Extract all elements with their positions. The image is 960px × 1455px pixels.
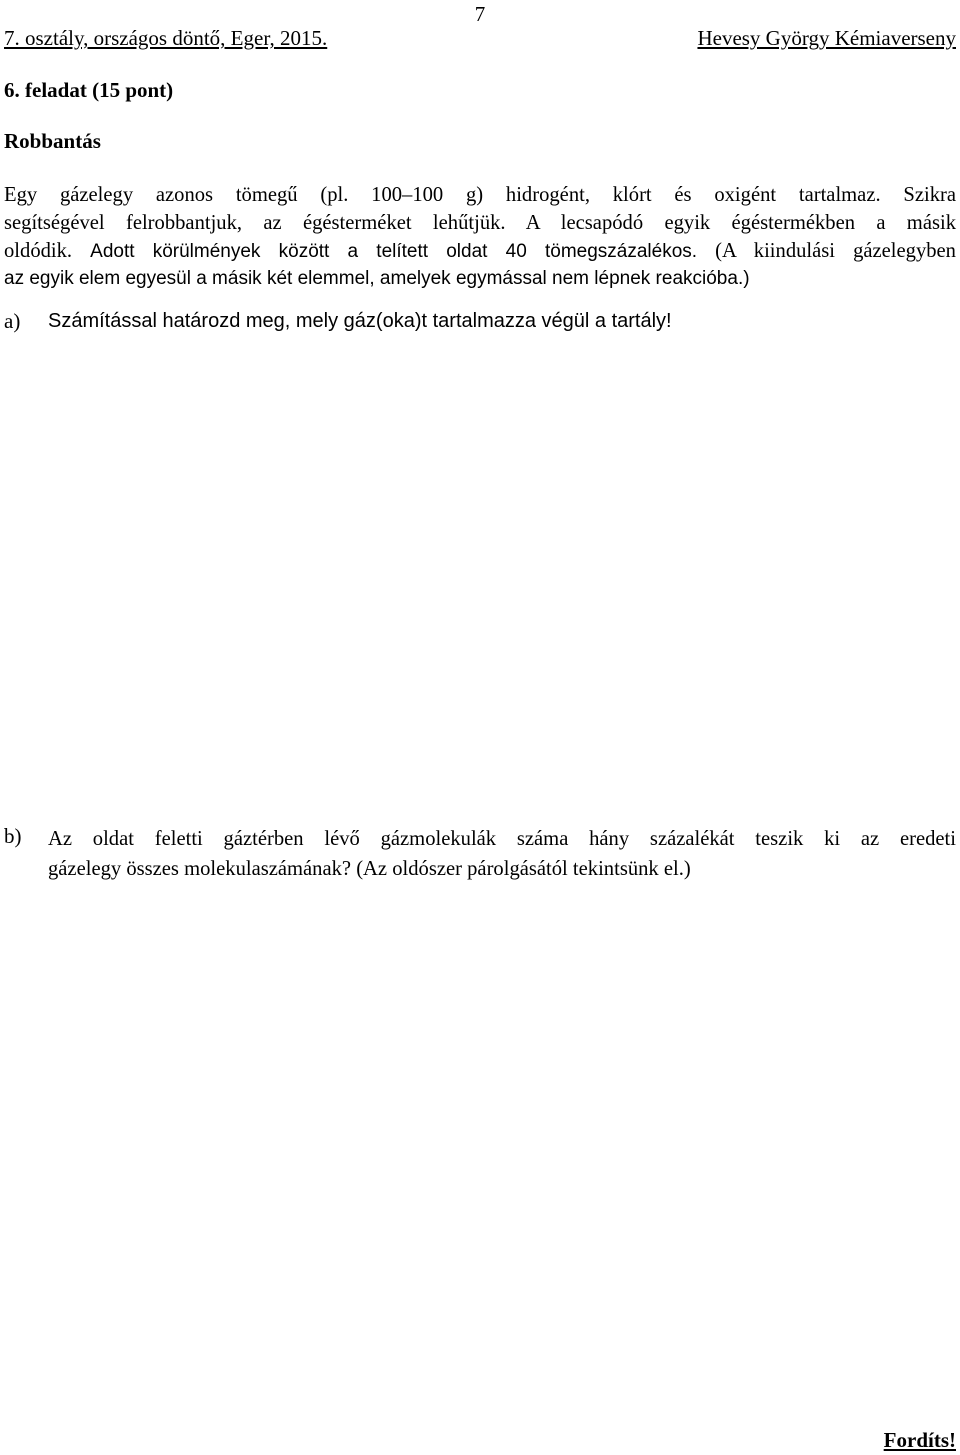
intro-line-3-end: (A kiindulási gázelegyben xyxy=(697,240,956,262)
intro-line-3-start: oldódik. xyxy=(4,240,91,262)
question-b-line-2: gázelegy összes molekulaszámának? (Az oldószer párolgásától tekintsünk el.) xyxy=(48,858,691,880)
intro-line-3-highlight: Adott körülmények között a telített oldat 40 tömegszázalékos. xyxy=(90,241,698,262)
intro-line-1: Egy gázelegy azonos tömegű (pl. 100–100 g) hidrogént, klórt és oxigént tartalmaz. Szikra xyxy=(4,184,956,206)
question-a-text: Számítással határozd meg, mely gáz(oka)t tartalmazza végül a tartály! xyxy=(48,310,672,332)
page-number: 7 xyxy=(474,2,486,26)
question-b-text xyxy=(48,824,956,884)
header-competition-name: Hevesy György Kémiaverseny xyxy=(697,26,956,50)
question-b-label: b) xyxy=(4,824,22,848)
intro-line-2: segítségével felrobbantjuk, az égésterméket lehűtjük. A lecsapódó egyik égéstermékben a másik xyxy=(4,212,956,234)
task-name: Robbantás xyxy=(4,129,101,153)
intro-paragraph xyxy=(4,181,956,293)
intro-line-3 xyxy=(4,237,956,265)
header-competition-round: 7. osztály, országos döntő, Eger, 2015. xyxy=(4,26,328,50)
task-title: 6. feladat (15 pont) xyxy=(4,78,174,102)
intro-line-4: az egyik elem egyesül a másik két elemmel, amelyek egymással nem lépnek reakcióba.) xyxy=(4,268,750,289)
turn-over-note: Fordíts! xyxy=(883,1428,956,1452)
question-b-line-1: Az oldat feletti gáztérben lévő gázmolekulák száma hány százalékát teszik ki az eredeti xyxy=(48,828,956,850)
question-a-label: a) xyxy=(4,309,21,333)
